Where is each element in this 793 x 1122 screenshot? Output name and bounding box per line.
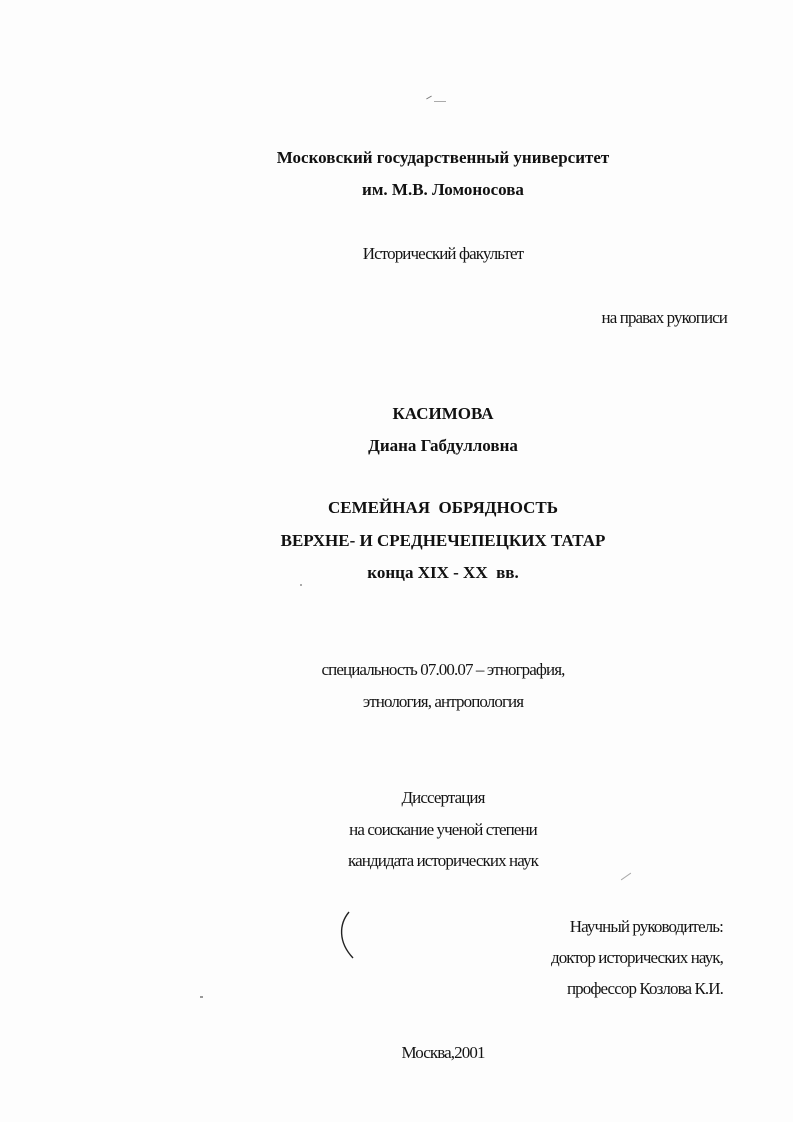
degree-line-2: на соискание ученой степени [349,820,537,839]
scan-speck [621,873,631,881]
scan-speck [300,584,302,586]
faculty-line: Исторический факультет [362,244,524,263]
city-year: Москва,2001 [401,1043,485,1062]
title-line-1: СЕМЕЙНАЯ ОБРЯДНОСТЬ [328,498,558,517]
author-surname: КАСИМОВА [392,404,494,423]
specialty-line-2: этнология, антропология [362,692,524,711]
title-line-2: ВЕРХНЕ- И СРЕДНЕЧЕПЕЦКИХ ТАТАР [280,531,606,550]
scan-speck [434,101,446,102]
supervisor-line-3: профессор Козлова К.И. [566,979,723,998]
scan-speck [426,96,432,100]
manuscript-note: на правах рукописи [601,308,727,327]
university-honorific-line: им. М.В. Ломоносова [362,180,524,199]
supervisor-line-1: Научный руководитель: [569,917,723,936]
degree-line-3: кандидата исторических наук [348,851,538,870]
degree-line-1: Диссертация [401,788,485,807]
supervisor-line-2: доктор исторических наук, [550,948,723,967]
university-name-line: Московский государственный университет [276,148,610,167]
scan-speck [200,996,203,998]
title-line-3: конца XIX - XX вв. [367,563,519,582]
specialty-line-1: специальность 07.00.07 – этнография, [321,660,565,679]
pen-bracket-mark [335,910,365,962]
author-given-names: Диана Габдулловна [368,436,518,455]
